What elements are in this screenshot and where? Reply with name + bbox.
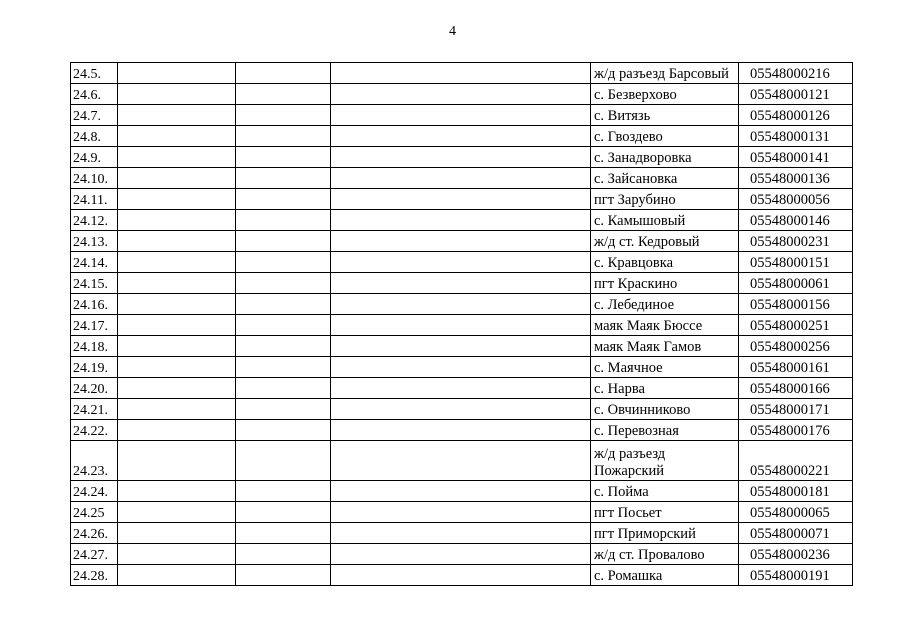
empty-cell — [331, 378, 591, 399]
settlement-name-cell: с. Пойма — [591, 481, 739, 502]
row-number-cell: 24.16. — [71, 294, 118, 315]
empty-cell — [118, 523, 236, 544]
empty-cell — [236, 399, 331, 420]
empty-cell — [236, 502, 331, 523]
empty-cell — [118, 315, 236, 336]
empty-cell — [236, 441, 331, 481]
oktmo-code-cell: 05548000126 — [739, 105, 853, 126]
settlement-name-cell: пгт Посьет — [591, 502, 739, 523]
settlement-name-cell: ж/д ст. Провалово — [591, 544, 739, 565]
empty-cell — [236, 481, 331, 502]
settlement-name-cell: пгт Зарубино — [591, 189, 739, 210]
empty-cell — [118, 565, 236, 586]
settlement-name-cell: с. Гвоздево — [591, 126, 739, 147]
oktmo-code-cell: 05548000181 — [739, 481, 853, 502]
table-body — [71, 63, 853, 586]
table-row — [71, 147, 853, 168]
empty-cell — [118, 357, 236, 378]
table-row — [71, 63, 853, 84]
settlement-name-cell: пгт Краскино — [591, 273, 739, 294]
oktmo-code-cell: 05548000065 — [739, 502, 853, 523]
settlement-name-cell: с. Витязь — [591, 105, 739, 126]
table-row — [71, 294, 853, 315]
row-number-cell: 24.23. — [71, 441, 118, 481]
empty-cell — [236, 105, 331, 126]
empty-cell — [331, 273, 591, 294]
table-row — [71, 357, 853, 378]
empty-cell — [331, 252, 591, 273]
oktmo-code-cell: 05548000231 — [739, 231, 853, 252]
row-number-cell: 24.17. — [71, 315, 118, 336]
row-number-cell: 24.10. — [71, 168, 118, 189]
empty-cell — [236, 523, 331, 544]
empty-cell — [236, 273, 331, 294]
empty-cell — [118, 231, 236, 252]
empty-cell — [118, 441, 236, 481]
row-number-cell: 24.22. — [71, 420, 118, 441]
empty-cell — [236, 168, 331, 189]
empty-cell — [236, 357, 331, 378]
oktmo-code-cell: 05548000071 — [739, 523, 853, 544]
empty-cell — [118, 189, 236, 210]
empty-cell — [236, 84, 331, 105]
oktmo-code-cell: 05548000171 — [739, 399, 853, 420]
empty-cell — [331, 481, 591, 502]
empty-cell — [236, 565, 331, 586]
empty-cell — [118, 294, 236, 315]
empty-cell — [236, 336, 331, 357]
oktmo-code-cell: 05548000176 — [739, 420, 853, 441]
settlement-name-cell: с. Маячное — [591, 357, 739, 378]
empty-cell — [331, 168, 591, 189]
empty-cell — [236, 544, 331, 565]
table-row — [71, 481, 853, 502]
row-number-cell: 24.19. — [71, 357, 118, 378]
settlement-name-cell: маяк Маяк Бюссе — [591, 315, 739, 336]
row-number-cell: 24.21. — [71, 399, 118, 420]
settlement-name-cell: с. Занадворовка — [591, 147, 739, 168]
table-row — [71, 565, 853, 586]
empty-cell — [118, 210, 236, 231]
oktmo-code-cell: 05548000121 — [739, 84, 853, 105]
empty-cell — [236, 147, 331, 168]
settlement-name-cell: с. Лебединое — [591, 294, 739, 315]
empty-cell — [118, 273, 236, 294]
empty-cell — [236, 378, 331, 399]
table-row — [71, 544, 853, 565]
table-row — [71, 84, 853, 105]
table-row — [71, 378, 853, 399]
row-number-cell: 24.24. — [71, 481, 118, 502]
oktmo-code-cell: 05548000251 — [739, 315, 853, 336]
empty-cell — [236, 189, 331, 210]
empty-cell — [118, 502, 236, 523]
settlement-name-cell: ж/д ст. Кедровый — [591, 231, 739, 252]
table-row — [71, 273, 853, 294]
empty-cell — [118, 420, 236, 441]
empty-cell — [331, 126, 591, 147]
table-row — [71, 336, 853, 357]
row-number-cell: 24.8. — [71, 126, 118, 147]
empty-cell — [331, 544, 591, 565]
row-number-cell: 24.28. — [71, 565, 118, 586]
row-number-cell: 24.18. — [71, 336, 118, 357]
settlement-name-cell: с. Безверхово — [591, 84, 739, 105]
table-row — [71, 502, 853, 523]
row-number-cell: 24.15. — [71, 273, 118, 294]
settlement-name-cell: с. Перевозная — [591, 420, 739, 441]
settlement-name-cell: ж/д разъезд Пожарский — [591, 441, 739, 481]
empty-cell — [118, 252, 236, 273]
empty-cell — [331, 336, 591, 357]
row-number-cell: 24.14. — [71, 252, 118, 273]
empty-cell — [331, 147, 591, 168]
oktmo-code-cell: 05548000136 — [739, 168, 853, 189]
empty-cell — [118, 378, 236, 399]
row-number-cell: 24.7. — [71, 105, 118, 126]
oktmo-code-cell: 05548000236 — [739, 544, 853, 565]
oktmo-code-cell: 05548000131 — [739, 126, 853, 147]
settlement-name-cell: с. Камышовый — [591, 210, 739, 231]
empty-cell — [331, 105, 591, 126]
row-number-cell: 24.9. — [71, 147, 118, 168]
oktmo-code-cell: 05548000146 — [739, 210, 853, 231]
row-number-cell: 24.11. — [71, 189, 118, 210]
oktmo-code-cell: 05548000166 — [739, 378, 853, 399]
empty-cell — [118, 147, 236, 168]
settlement-name-cell: маяк Маяк Гамов — [591, 336, 739, 357]
table-row — [71, 523, 853, 544]
table-row — [71, 441, 853, 481]
oktmo-code-cell: 05548000256 — [739, 336, 853, 357]
empty-cell — [236, 63, 331, 84]
empty-cell — [331, 84, 591, 105]
oktmo-code-cell: 05548000156 — [739, 294, 853, 315]
row-number-cell: 24.26. — [71, 523, 118, 544]
empty-cell — [331, 315, 591, 336]
empty-cell — [236, 294, 331, 315]
empty-cell — [331, 441, 591, 481]
empty-cell — [331, 399, 591, 420]
oktmo-code-cell: 05548000141 — [739, 147, 853, 168]
oktmo-code-cell: 05548000061 — [739, 273, 853, 294]
empty-cell — [118, 399, 236, 420]
row-number-cell: 24.20. — [71, 378, 118, 399]
table-row — [71, 315, 853, 336]
empty-cell — [236, 231, 331, 252]
table-row — [71, 420, 853, 441]
empty-cell — [331, 357, 591, 378]
row-number-cell: 24.5. — [71, 63, 118, 84]
empty-cell — [331, 294, 591, 315]
empty-cell — [331, 420, 591, 441]
empty-cell — [118, 126, 236, 147]
settlement-name-cell: с. Кравцовка — [591, 252, 739, 273]
table-row — [71, 231, 853, 252]
table-row — [71, 399, 853, 420]
empty-cell — [331, 210, 591, 231]
table-row — [71, 252, 853, 273]
empty-cell — [236, 210, 331, 231]
empty-cell — [331, 189, 591, 210]
settlements-table — [70, 62, 853, 586]
settlement-name-cell: ж/д разъезд Барсовый — [591, 63, 739, 84]
row-number-cell: 24.13. — [71, 231, 118, 252]
row-number-cell: 24.27. — [71, 544, 118, 565]
oktmo-code-cell: 05548000056 — [739, 189, 853, 210]
empty-cell — [331, 63, 591, 84]
empty-cell — [118, 481, 236, 502]
empty-cell — [236, 315, 331, 336]
empty-cell — [118, 105, 236, 126]
empty-cell — [331, 231, 591, 252]
empty-cell — [331, 565, 591, 586]
settlement-name-cell: пгт Приморский — [591, 523, 739, 544]
settlement-name-cell: с. Овчинниково — [591, 399, 739, 420]
empty-cell — [331, 502, 591, 523]
empty-cell — [118, 336, 236, 357]
oktmo-code-cell: 05548000151 — [739, 252, 853, 273]
row-number-cell: 24.12. — [71, 210, 118, 231]
settlement-name-cell: с. Нарва — [591, 378, 739, 399]
empty-cell — [118, 544, 236, 565]
table-row — [71, 168, 853, 189]
empty-cell — [118, 63, 236, 84]
settlement-name-cell: с. Ромашка — [591, 565, 739, 586]
empty-cell — [118, 84, 236, 105]
oktmo-code-cell: 05548000216 — [739, 63, 853, 84]
page-number: 4 — [449, 24, 456, 39]
table-row — [71, 189, 853, 210]
table-row — [71, 126, 853, 147]
settlement-name-cell: с. Зайсановка — [591, 168, 739, 189]
table-row — [71, 105, 853, 126]
table-row — [71, 210, 853, 231]
empty-cell — [236, 420, 331, 441]
empty-cell — [331, 523, 591, 544]
oktmo-code-cell: 05548000161 — [739, 357, 853, 378]
row-number-cell: 24.6. — [71, 84, 118, 105]
oktmo-code-cell: 05548000191 — [739, 565, 853, 586]
empty-cell — [118, 168, 236, 189]
row-number-cell: 24.25 — [71, 502, 118, 523]
oktmo-code-cell: 05548000221 — [739, 441, 853, 481]
empty-cell — [236, 252, 331, 273]
empty-cell — [236, 126, 331, 147]
